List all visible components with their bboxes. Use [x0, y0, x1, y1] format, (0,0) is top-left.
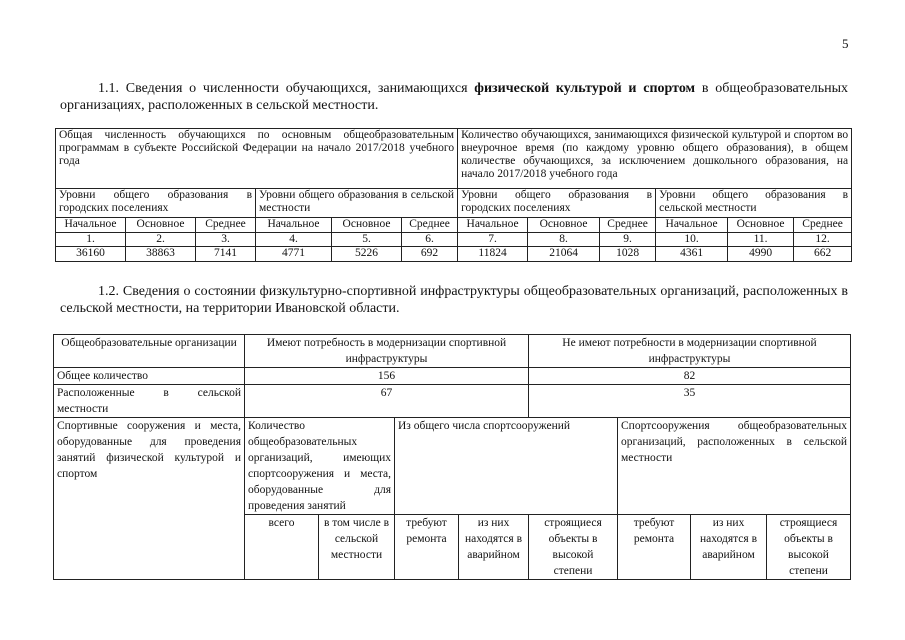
- value-cell: 38863: [126, 247, 196, 262]
- level-label: Среднее: [794, 218, 852, 233]
- from-total-facilities-label: Из общего числа спортсооружений: [395, 418, 618, 515]
- sub-construction: строящиеся объекты в высокой степени: [529, 515, 618, 580]
- section-1-heading-part-a: 1.1. Сведения о численности обучающихся, занимающихся: [98, 81, 475, 96]
- value-cell: 11824: [458, 247, 528, 262]
- value-cell: 4361: [656, 247, 728, 262]
- level-label: Начальное: [458, 218, 528, 233]
- sub-repair-2: требуют ремонта: [618, 515, 691, 580]
- column-number: 11.: [728, 233, 794, 247]
- column-number: 7.: [458, 233, 528, 247]
- section-1-heading: [60, 80, 848, 114]
- sub-total: всего: [245, 515, 319, 580]
- sub-emergency: из них находятся в аварийном: [459, 515, 529, 580]
- infrastructure-table: [53, 334, 851, 580]
- column-number: 2.: [126, 233, 196, 247]
- col-no-need-modernization: Не имеют потребности в модернизации спортивной инфраструктуры: [529, 335, 851, 368]
- row-rural-no-need: 35: [529, 385, 851, 418]
- row-rural-label: Расположенные в сельской местности: [54, 385, 245, 418]
- level-label: Основное: [126, 218, 196, 233]
- value-cell: 21064: [528, 247, 600, 262]
- section-1-heading-part-c: в общеобразовательных организациях, расположенных в сельской местности.: [60, 81, 848, 113]
- level-label: Начальное: [256, 218, 332, 233]
- header-total-students: Общая численность обучающихся по основным общеобразовательным программам в субъекте Российской Федерации на начало 2017/2018 учебного года: [56, 129, 458, 189]
- group-rural-1: Уровни общего образования в сельской местности: [256, 189, 458, 218]
- group-rural-2: Уровни общего образования в сельской местности: [656, 189, 852, 218]
- sub-rural: в том числе в сельской местности: [319, 515, 395, 580]
- level-label: Начальное: [656, 218, 728, 233]
- level-label: Среднее: [402, 218, 458, 233]
- row-sport-facilities-label: Спортивные сооружения и места, оборудованные для проведения занятий физической культурой и спортом: [54, 418, 245, 580]
- column-number: 8.: [528, 233, 600, 247]
- level-label: Основное: [332, 218, 402, 233]
- column-number: 5.: [332, 233, 402, 247]
- column-number: 1.: [56, 233, 126, 247]
- col-need-modernization: Имеют потребность в модернизации спортивной инфраструктуры: [245, 335, 529, 368]
- count-organizations-label: Количество общеобразовательных организаций, имеющих спортсооружения и места, оборудованные для проведения занятий: [245, 418, 395, 515]
- page-number: 5: [842, 36, 849, 51]
- level-label: Основное: [728, 218, 794, 233]
- value-cell: 662: [794, 247, 852, 262]
- column-number: 3.: [196, 233, 256, 247]
- rural-facilities-label: Спортсооружения общеобразовательных организаций, расположенных в сельской местности: [618, 418, 851, 515]
- value-cell: 4990: [728, 247, 794, 262]
- section-2-heading: [60, 283, 848, 317]
- sub-construction-2: строящиеся объекты в высокой степени: [767, 515, 851, 580]
- level-label: Основное: [528, 218, 600, 233]
- level-label: Начальное: [56, 218, 126, 233]
- column-number: 12.: [794, 233, 852, 247]
- value-cell: 7141: [196, 247, 256, 262]
- column-number: 4.: [256, 233, 332, 247]
- level-label: Среднее: [196, 218, 256, 233]
- group-urban-1: Уровни общего образования в городских поселениях: [56, 189, 256, 218]
- section-2-heading-text: 1.2. Сведения о состоянии физкультурно-спортивной инфраструктуры общеобразовательных организаций, расположенных в сельской местности, на территории Ивановской области.: [60, 284, 848, 316]
- row-total-need: 156: [245, 368, 529, 385]
- section-1-heading-bold: физической культурой и спортом: [474, 81, 696, 96]
- level-label: Среднее: [600, 218, 656, 233]
- value-cell: 692: [402, 247, 458, 262]
- value-cell: 1028: [600, 247, 656, 262]
- row-total-label: Общее количество: [54, 368, 245, 385]
- column-number: 9.: [600, 233, 656, 247]
- column-number: 6.: [402, 233, 458, 247]
- header-sport-students: Количество обучающихся, занимающихся физической культурой и спортом во внеурочное время (по каждому уровню общего образования), в общем количестве обучающихся, за исключением дошкольного образования, на начало 2017/2018 учебного года: [458, 129, 852, 189]
- students-table: [55, 128, 852, 262]
- row-rural-need: 67: [245, 385, 529, 418]
- value-cell: 5226: [332, 247, 402, 262]
- group-urban-2: Уровни общего образования в городских поселениях: [458, 189, 656, 218]
- value-cell: 4771: [256, 247, 332, 262]
- column-number: 10.: [656, 233, 728, 247]
- row-total-no-need: 82: [529, 368, 851, 385]
- sub-repair: требуют ремонта: [395, 515, 459, 580]
- sub-emergency-2: из них находятся в аварийном: [691, 515, 767, 580]
- value-cell: 36160: [56, 247, 126, 262]
- col-organizations: Общеобразовательные организации: [54, 335, 245, 368]
